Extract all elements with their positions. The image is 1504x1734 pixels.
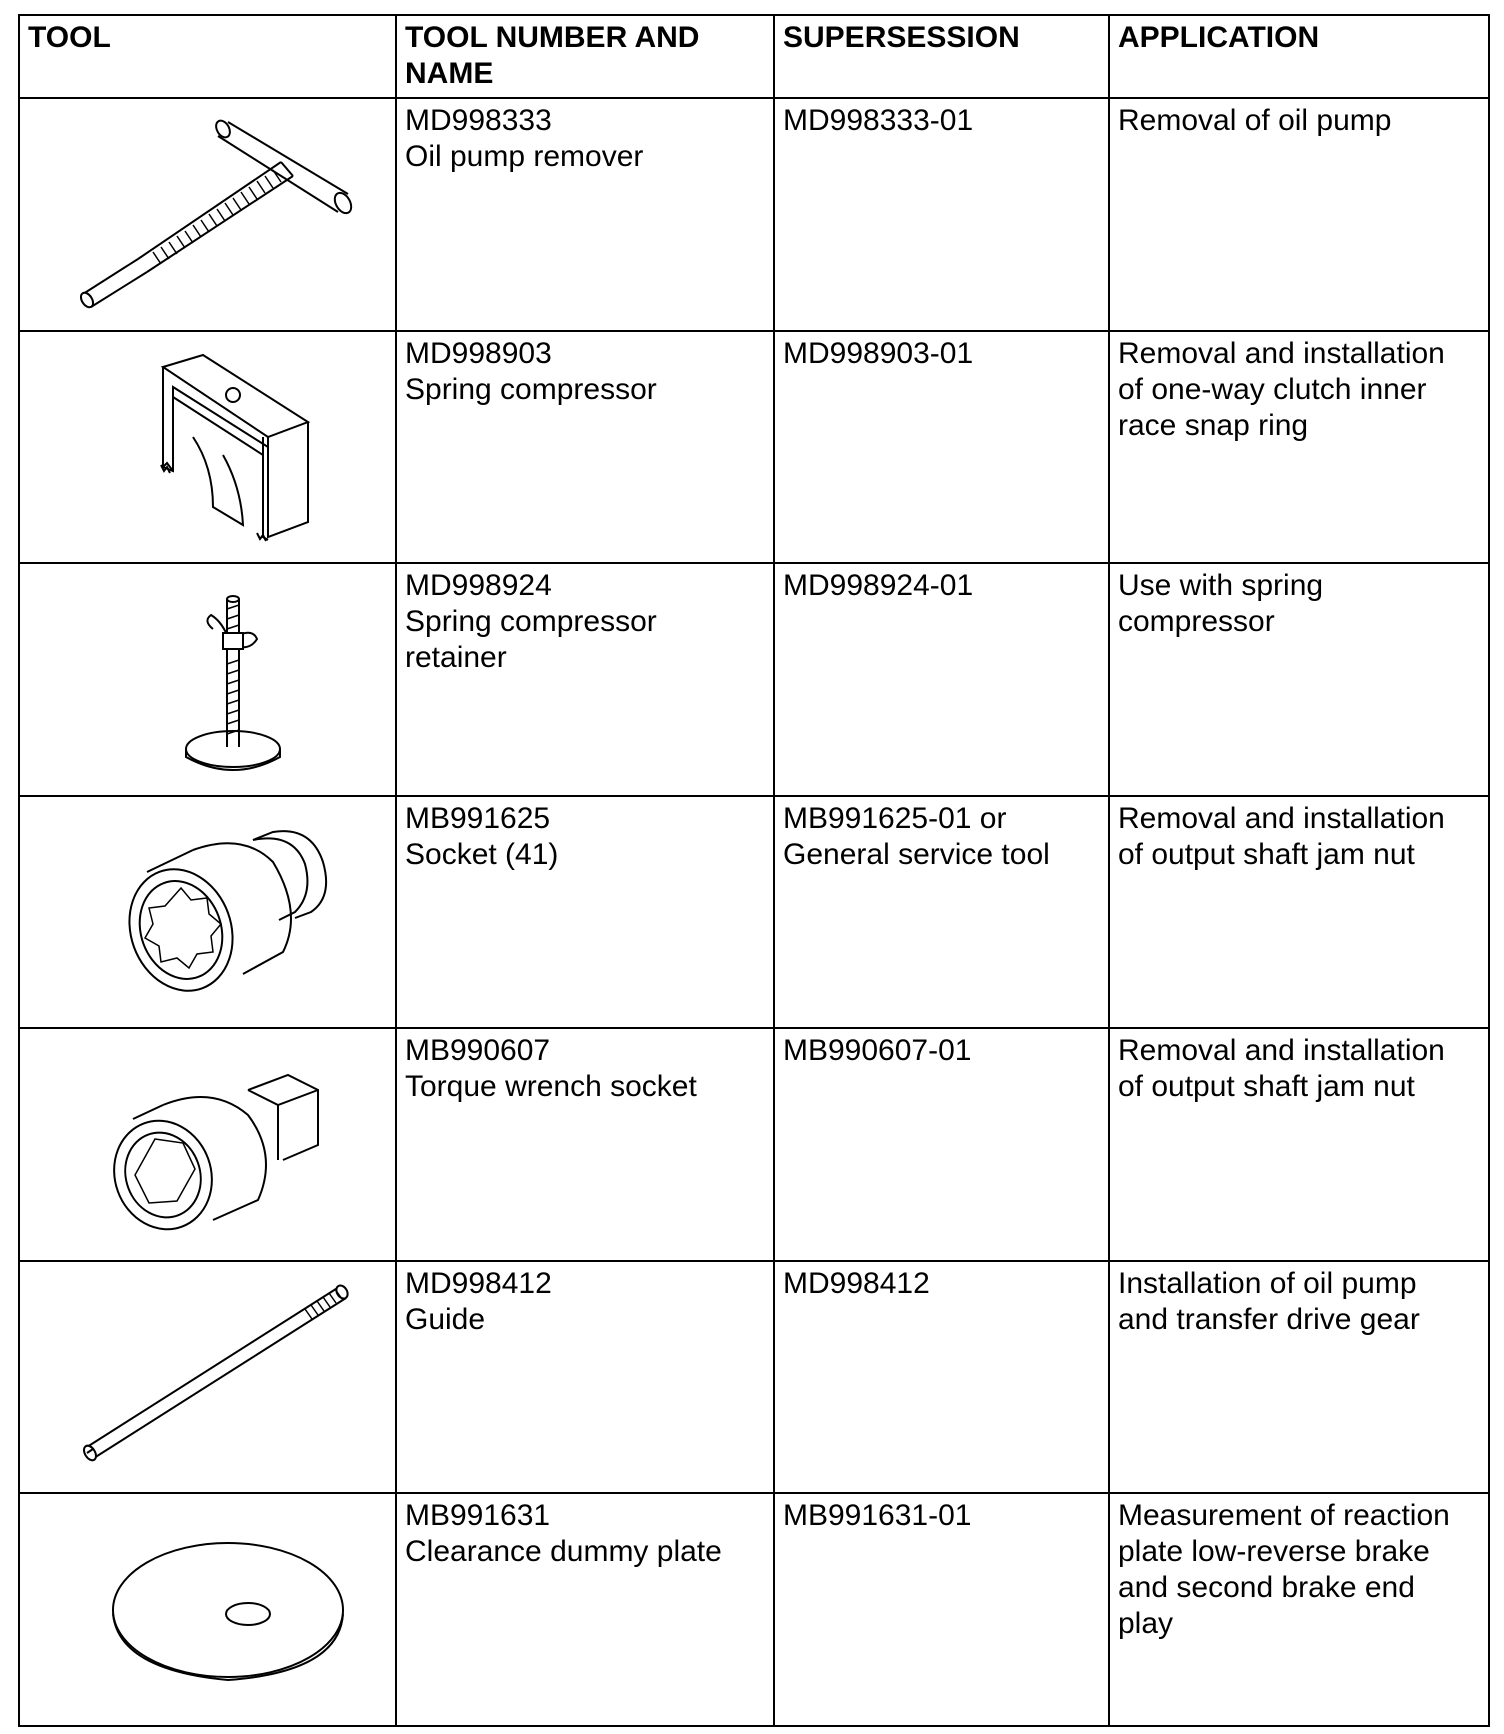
- socket-icon: [43, 802, 373, 1022]
- application-text: and second brake end: [1118, 1571, 1415, 1605]
- header-application: APPLICATION: [1109, 15, 1489, 98]
- header-tool-number-line: NAME: [405, 57, 494, 90]
- dummy-plate-icon: [43, 1500, 373, 1720]
- application-text: compressor: [1118, 605, 1275, 639]
- supersession-cell: [774, 1493, 1109, 1726]
- application-cell: [1109, 1493, 1489, 1726]
- header-tool-number-line: TOOL NUMBER AND: [405, 21, 700, 54]
- application-cell: [1109, 1261, 1489, 1494]
- supersession-text: MB990607-01: [783, 1034, 972, 1068]
- tool-number-cell: [396, 796, 774, 1029]
- application-text: Removal and installation: [1118, 801, 1445, 835]
- application-text: of output shaft jam nut: [1118, 837, 1415, 871]
- supersession-cell: [774, 98, 1109, 331]
- table-row: [19, 1493, 1489, 1726]
- application-text: Removal of oil pump: [1118, 104, 1392, 137]
- application-text: Use with spring: [1118, 569, 1324, 603]
- tool-name: Clearance dummy plate: [405, 1535, 722, 1569]
- application-text: of output shaft jam nut: [1118, 1070, 1415, 1104]
- application-text: of one-way clutch inner: [1118, 372, 1427, 406]
- supersession-text: General service tool: [783, 837, 1050, 871]
- supersession-cell: [774, 563, 1109, 796]
- t-handle-remover-icon: [43, 104, 373, 324]
- supersession-text: MB991631-01: [783, 1499, 972, 1533]
- tool-number-cell: [396, 331, 774, 564]
- table-row: [19, 796, 1489, 1029]
- tool-number-cell: [396, 563, 774, 796]
- application-text: Removal and installation: [1118, 1034, 1445, 1068]
- tool-number: MD998903: [405, 336, 552, 370]
- supersession-text: MD998333-01: [783, 104, 974, 137]
- tool-number: MB990607: [405, 1034, 551, 1068]
- tool-name: Spring compressor: [405, 605, 657, 639]
- tool-name: Torque wrench socket: [405, 1070, 697, 1104]
- tool-number: MB991631: [405, 1499, 551, 1533]
- supersession-text: MB991625-01 or: [783, 801, 1007, 835]
- application-cell: [1109, 331, 1489, 564]
- tool-name: Spring compressor: [405, 372, 657, 406]
- application-text: plate low-reverse brake: [1118, 1535, 1430, 1569]
- tool-illustration-cell: [19, 1261, 396, 1494]
- application-text: Installation of oil pump: [1118, 1266, 1417, 1300]
- tool-number: MB991625: [405, 801, 551, 835]
- tool-number: MD998924: [405, 569, 552, 603]
- application-cell: [1109, 563, 1489, 796]
- header-supersession: SUPERSESSION: [774, 15, 1109, 98]
- tool-name: retainer: [405, 641, 507, 675]
- tool-illustration-cell: [19, 1493, 396, 1726]
- supersession-text: MD998903-01: [783, 336, 974, 370]
- supersession-text: MD998412: [783, 1266, 930, 1300]
- tool-number: MD998333: [405, 104, 552, 137]
- special-tools-table: [18, 14, 1490, 1727]
- tool-name: Socket (41): [405, 837, 559, 871]
- tool-number-cell: [396, 1261, 774, 1494]
- tool-name: Oil pump remover: [405, 140, 644, 173]
- header-tool: TOOL: [19, 15, 396, 98]
- supersession-cell: [774, 1028, 1109, 1261]
- table-row: [19, 1261, 1489, 1494]
- supersession-cell: [774, 796, 1109, 1029]
- tool-number-cell: [396, 1028, 774, 1261]
- application-text: race snap ring: [1118, 408, 1309, 442]
- application-text: and transfer drive gear: [1118, 1302, 1420, 1336]
- torque-wrench-socket-icon: [43, 1035, 373, 1255]
- spring-compressor-icon: [43, 337, 373, 557]
- header-row: [19, 15, 1489, 98]
- table-row: [19, 98, 1489, 331]
- application-cell: [1109, 98, 1489, 331]
- application-cell: [1109, 1028, 1489, 1261]
- tool-number-cell: [396, 98, 774, 331]
- supersession-cell: [774, 331, 1109, 564]
- tool-number-cell: [396, 1493, 774, 1726]
- tool-illustration-cell: [19, 98, 396, 331]
- tool-illustration-cell: [19, 331, 396, 564]
- application-text: Measurement of reaction: [1118, 1499, 1450, 1533]
- tool-illustration-cell: [19, 796, 396, 1029]
- tool-name: Guide: [405, 1302, 486, 1336]
- application-text: Removal and installation: [1118, 336, 1445, 370]
- supersession-cell: [774, 1261, 1109, 1494]
- table-row: [19, 331, 1489, 564]
- tool-number: MD998412: [405, 1266, 552, 1300]
- application-cell: [1109, 796, 1489, 1029]
- table-row: [19, 563, 1489, 796]
- wing-nut-retainer-icon: [43, 569, 373, 789]
- header-tool-number: [396, 15, 774, 98]
- tool-illustration-cell: [19, 1028, 396, 1261]
- tool-illustration-cell: [19, 563, 396, 796]
- application-text: play: [1118, 1607, 1174, 1641]
- guide-rod-icon: [43, 1267, 373, 1487]
- supersession-text: MD998924-01: [783, 569, 974, 603]
- table-row: [19, 1028, 1489, 1261]
